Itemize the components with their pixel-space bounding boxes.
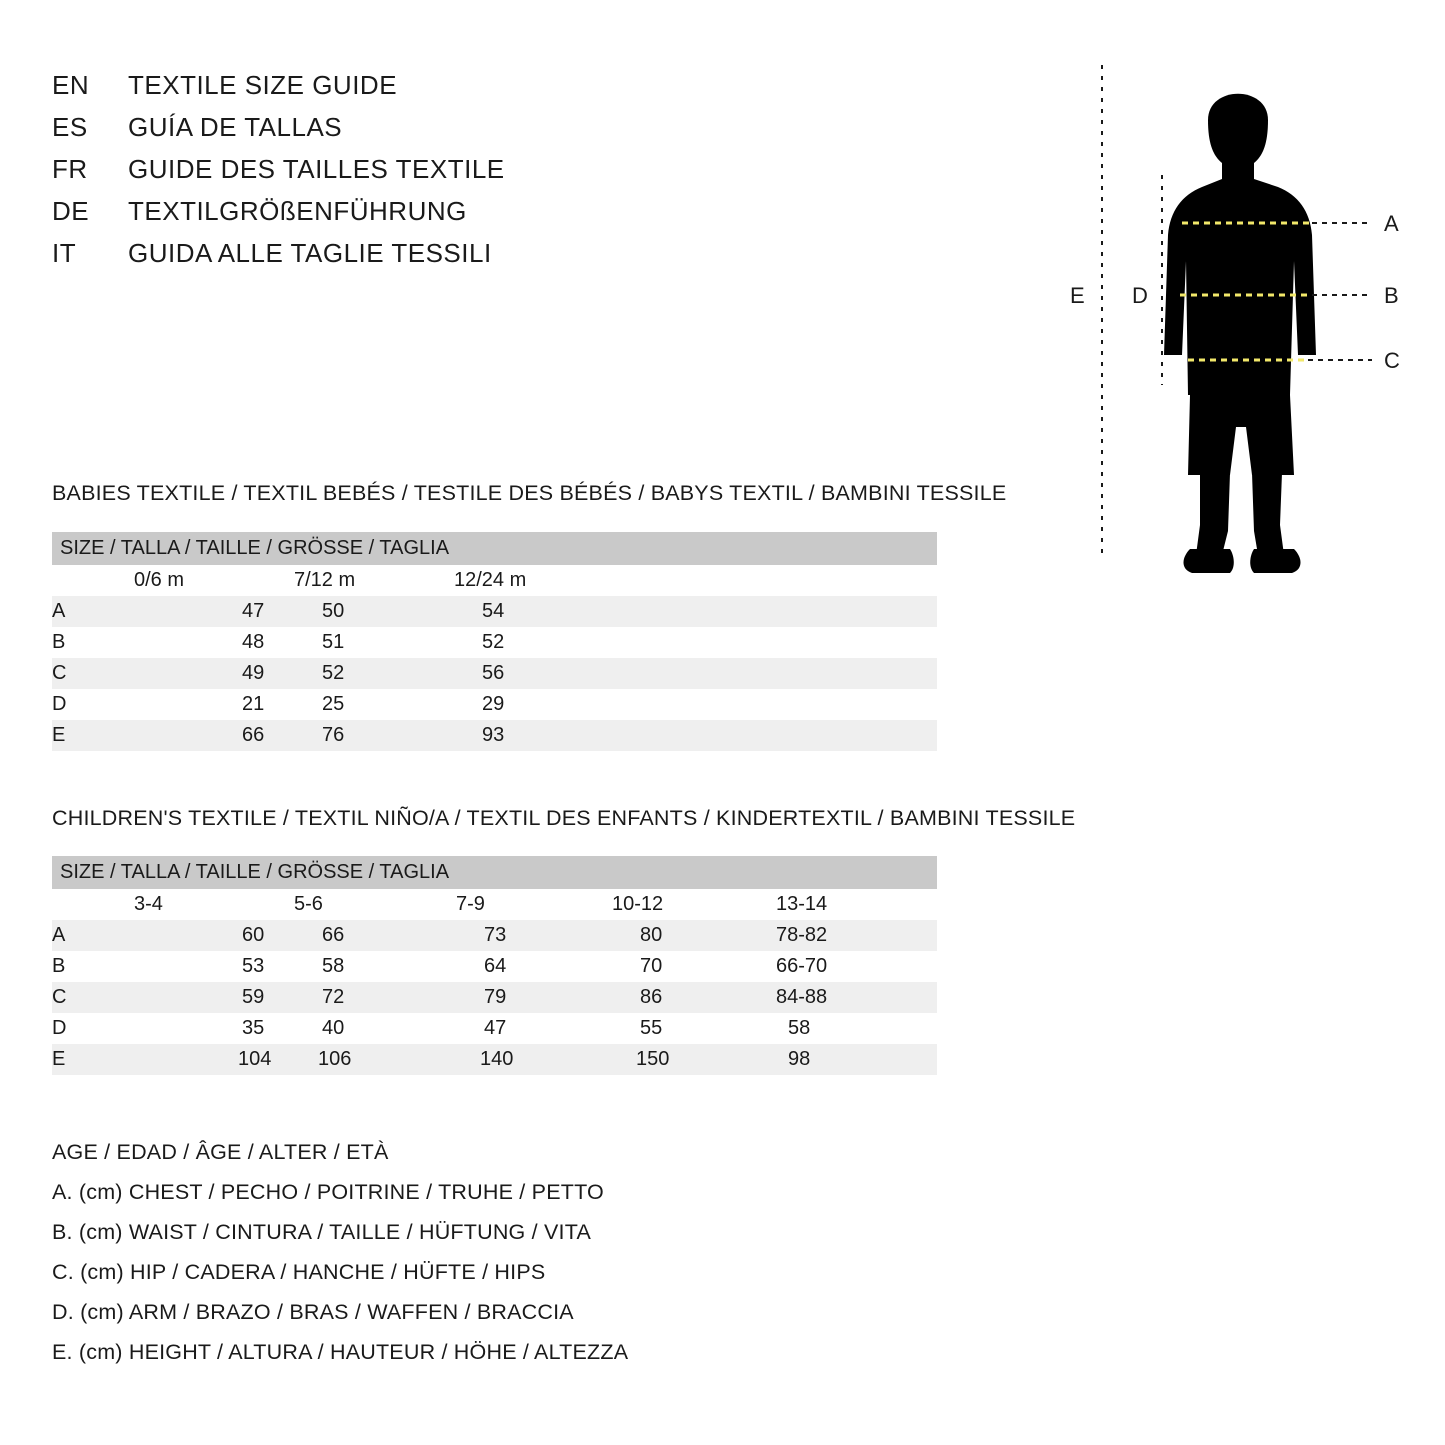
legend-arm: D. (cm) ARM / BRAZO / BRAS / WAFFEN / BRACCIA [52, 1300, 574, 1324]
children-b-0: 53 [134, 951, 294, 982]
children-row-key-a: A [52, 920, 134, 951]
babies-c-0: 49 [134, 658, 294, 689]
children-column-4: 13-14 [776, 889, 937, 920]
children-row-key-e: E [52, 1044, 134, 1075]
table-row [52, 951, 937, 982]
title-row-it [52, 238, 692, 269]
children-e-1: 106 [294, 1044, 456, 1075]
title-text-it: GUIDA ALLE TAGLIE TESSILI [128, 238, 492, 268]
title-text-de: TEXTILGRÖßENFÜHRUNG [128, 196, 467, 226]
children-c-0: 59 [134, 982, 294, 1013]
children-d-1: 40 [294, 1013, 456, 1044]
children-b-4: 66-70 [776, 951, 937, 982]
title-row-de [52, 196, 692, 227]
children-e-3: 150 [612, 1044, 776, 1075]
children-e-4: 98 [776, 1044, 937, 1075]
measurement-figure [1040, 55, 1420, 575]
legend-hip: C. (cm) HIP / CADERA / HANCHE / HÜFTE / HIPS [52, 1260, 546, 1284]
children-d-4: 58 [776, 1013, 937, 1044]
children-a-1: 66 [294, 920, 456, 951]
children-a-3: 80 [612, 920, 776, 951]
legend-height: E. (cm) HEIGHT / ALTURA / HAUTEUR / HÖHE / ALTEZZA [52, 1340, 629, 1364]
babies-d-2: 29 [454, 689, 937, 720]
babies-b-1: 51 [294, 627, 454, 658]
children-size-table [52, 856, 937, 1075]
babies-row-key-b: B [52, 627, 134, 658]
babies-row-key-a: A [52, 596, 134, 627]
children-d-2: 47 [456, 1013, 612, 1044]
table-row [52, 689, 937, 720]
table-row [52, 627, 937, 658]
legend-waist: B. (cm) WAIST / CINTURA / TAILLE / HÜFTUNG / VITA [52, 1220, 591, 1244]
table-row [52, 982, 937, 1013]
children-row-key-c: C [52, 982, 134, 1013]
children-row-key-b: B [52, 951, 134, 982]
title-lang-it: IT [52, 238, 77, 268]
table-row [52, 596, 937, 627]
child-silhouette [1164, 94, 1316, 573]
children-e-2: 140 [456, 1044, 612, 1075]
babies-column-corner [52, 565, 134, 596]
babies-row-key-d: D [52, 689, 134, 720]
title-row-en [52, 70, 692, 101]
title-lang-de: DE [52, 196, 90, 226]
babies-column-2: 12/24 m [454, 565, 937, 596]
children-b-1: 58 [294, 951, 456, 982]
babies-row-key-c: C [52, 658, 134, 689]
children-row-key-d: D [52, 1013, 134, 1044]
figure-label-a: A [1384, 211, 1399, 236]
legend-age: AGE / EDAD / ÂGE / ALTER / ETÀ [52, 1140, 389, 1164]
children-section-heading: CHILDREN'S TEXTILE / TEXTIL NIÑO/A / TEXTIL DES ENFANTS / KINDERTEXTIL / BAMBINI TESSILE [52, 806, 1076, 830]
babies-a-2: 54 [454, 596, 937, 627]
table-row [52, 658, 937, 689]
figure-label-c: C [1384, 348, 1400, 373]
babies-d-1: 25 [294, 689, 454, 720]
babies-b-0: 48 [134, 627, 294, 658]
title-text-fr: GUIDE DES TAILLES TEXTILE [128, 154, 505, 184]
table-row [52, 920, 937, 951]
title-text-en: TEXTILE SIZE GUIDE [128, 70, 398, 100]
children-a-4: 78-82 [776, 920, 937, 951]
children-a-0: 60 [134, 920, 294, 951]
babies-size-table [52, 532, 937, 751]
babies-a-0: 47 [134, 596, 294, 627]
figure-label-e: E [1070, 283, 1085, 308]
children-c-2: 79 [456, 982, 612, 1013]
children-e-0: 104 [134, 1044, 294, 1075]
children-d-3: 55 [612, 1013, 776, 1044]
children-column-0: 3-4 [134, 889, 294, 920]
children-b-2: 64 [456, 951, 612, 982]
babies-c-2: 56 [454, 658, 937, 689]
table-row [52, 1044, 937, 1075]
babies-b-2: 52 [454, 627, 937, 658]
babies-d-0: 21 [134, 689, 294, 720]
babies-e-0: 66 [134, 720, 294, 751]
babies-section-heading: BABIES TEXTILE / TEXTIL BEBÉS / TESTILE DES BÉBÉS / BABYS TEXTIL / BAMBINI TESSILE [52, 481, 1007, 505]
babies-size-header: SIZE / TALLA / TAILLE / GRÖSSE / TAGLIA [52, 532, 937, 565]
table-row [52, 1013, 937, 1044]
figure-label-d: D [1132, 283, 1148, 308]
legend-chest: A. (cm) CHEST / PECHO / POITRINE / TRUHE / PETTO [52, 1180, 604, 1204]
figure-label-b: B [1384, 283, 1399, 308]
babies-a-1: 50 [294, 596, 454, 627]
babies-column-0: 0/6 m [134, 565, 294, 596]
children-c-1: 72 [294, 982, 456, 1013]
title-lang-es: ES [52, 112, 88, 142]
children-b-3: 70 [612, 951, 776, 982]
title-lang-en: EN [52, 70, 90, 100]
legend-block [52, 1140, 852, 1380]
title-row-es [52, 112, 692, 143]
table-row [52, 720, 937, 751]
children-size-header: SIZE / TALLA / TAILLE / GRÖSSE / TAGLIA [52, 856, 937, 889]
title-row-fr [52, 154, 692, 185]
babies-c-1: 52 [294, 658, 454, 689]
children-column-2: 7-9 [456, 889, 612, 920]
children-column-row [52, 889, 937, 920]
babies-e-2: 93 [454, 720, 937, 751]
babies-table-header-row [52, 532, 937, 565]
title-block [52, 70, 692, 280]
children-d-0: 35 [134, 1013, 294, 1044]
children-column-3: 10-12 [612, 889, 776, 920]
children-a-2: 73 [456, 920, 612, 951]
children-c-4: 84-88 [776, 982, 937, 1013]
babies-column-1: 7/12 m [294, 565, 454, 596]
babies-row-key-e: E [52, 720, 134, 751]
children-table-header-row [52, 856, 937, 889]
children-column-corner [52, 889, 134, 920]
title-text-es: GUÍA DE TALLAS [128, 112, 343, 142]
children-c-3: 86 [612, 982, 776, 1013]
title-lang-fr: FR [52, 154, 88, 184]
babies-column-row [52, 565, 937, 596]
children-column-1: 5-6 [294, 889, 456, 920]
babies-e-1: 76 [294, 720, 454, 751]
